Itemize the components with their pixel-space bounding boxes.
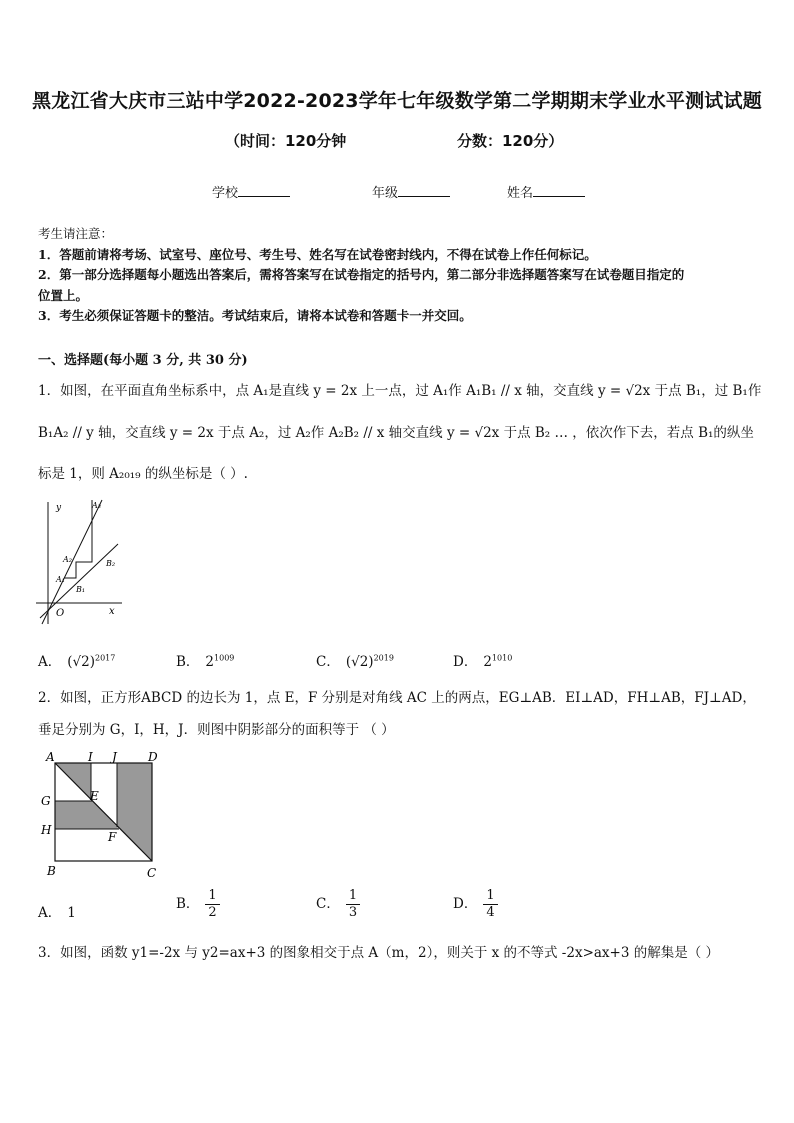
note-item: 位置上。: [38, 287, 89, 303]
q3-line1: 3．如图，函数 y1=-2x 与 y2=ax+3 的图象相交于点 A（m，2），则关于 x 的不等式 -2x>ax+3 的解集是（ ）: [38, 945, 720, 961]
fig-label: E: [90, 789, 99, 803]
school-label: 学校: [212, 186, 239, 201]
q2-line1: 2．如图，正方形ABCD 的边长为 1，点 E，F 分别是对角线 AC 上的两点，EG⊥AB．EI⊥AD，FH⊥AB，FJ⊥AD，: [38, 690, 756, 706]
school-blank[interactable]: [238, 184, 290, 197]
name-blank[interactable]: [533, 184, 585, 197]
fig-label: B₁: [76, 585, 86, 594]
fig-label: y: [56, 503, 62, 513]
fig-label: A: [46, 750, 55, 764]
shaded-band: [55, 801, 119, 829]
notes-heading: 考生请注意：: [38, 226, 114, 241]
shaded-region: [117, 763, 152, 861]
q2-figure: [36, 745, 168, 881]
fig-label: G: [41, 794, 51, 808]
fig-label: C: [147, 866, 157, 880]
q2-option-b[interactable]: B． $\frac{1}{2}$: [176, 888, 220, 921]
section-heading: 一、选择题(每小题 3 分, 共 30 分): [38, 353, 248, 368]
exam-time: （时间：120分钟: [225, 132, 347, 150]
fig-label: x: [109, 606, 115, 617]
fig-label: A₁: [56, 575, 65, 584]
q2-option-d[interactable]: D． $\frac{1}{4}$: [453, 888, 498, 921]
q1-line2: B₁A₂ // y 轴，交直线 y = 2x 于点 A₂，过 A₂作 A₂B₂ // x 轴交直线 y = √2x 于点 B₂ … ，依次作下去，若点 B₁的纵坐: [38, 425, 754, 441]
q2-option-c[interactable]: C． $\frac{1}{3}$: [316, 888, 360, 921]
grade-blank[interactable]: [398, 184, 450, 197]
q1-option-a[interactable]: A． $(√2)^{2017}$: [38, 653, 116, 670]
q1-option-d[interactable]: D． $2^{1010}$: [453, 653, 513, 670]
exam-score: 分数：120分）: [457, 132, 564, 150]
q1-option-c[interactable]: C． $(√2)^{2019}$: [316, 653, 394, 670]
fig-label: B: [47, 864, 56, 878]
q1-line1: 1．如图，在平面直角坐标系中，点 A₁是直线 y = 2x 上一点，过 A₁作 A₁B₁ // x 轴，交直线 y = √2x 于点 B₁，过 B₁作: [38, 383, 762, 399]
name-label: 姓名: [507, 186, 534, 201]
fig-label: J: [112, 750, 117, 764]
line-y-sqrt2x: [40, 544, 118, 618]
q1-option-b[interactable]: B． $2^{1009}$: [176, 653, 235, 670]
school-field: [212, 182, 290, 201]
fig-label: A₃: [92, 501, 101, 510]
grade-field: [372, 182, 450, 201]
fig-label: F: [108, 830, 117, 844]
fig-label: H: [41, 823, 52, 837]
q2-option-a[interactable]: A． 1: [38, 905, 76, 921]
q2-line2: 垂足分别为 G，I，H，J．则图中阴影部分的面积等于 （ ）: [38, 722, 395, 738]
q1-line3: 标是 1，则 A₂₀₁₉ 的纵坐标是（ ）.: [38, 466, 248, 482]
line-y-2x: [42, 500, 102, 624]
name-field: [507, 182, 585, 201]
fig-label: D: [148, 750, 158, 764]
exam-notes: [38, 224, 758, 327]
exam-title: 黑龙江省大庆市三站中学2022-2023学年七年级数学第二学期期末学业水平测试试题: [32, 90, 762, 112]
note-item: 2．第一部分选择题每小题选出答案后，需将答案写在试卷指定的括号内，第二部分非选择题答案写在试卷题目指定的: [38, 267, 685, 282]
note-item: 1．答题前请将考场、试室号、座位号、考生号、姓名写在试卷密封线内，不得在试卷上作任何标记。: [38, 246, 597, 262]
zigzag-segments: [64, 500, 92, 578]
grade-label: 年级: [372, 186, 399, 201]
fig-label: A₂: [63, 555, 72, 564]
q1-figure: [36, 496, 128, 626]
fig-label: I: [88, 750, 93, 764]
fig-label: B₂: [106, 559, 116, 568]
fig-label: O: [56, 608, 65, 619]
note-item: 3．考生必须保证答题卡的整洁。考试结束后，请将本试卷和答题卡一并交回。: [38, 308, 472, 323]
